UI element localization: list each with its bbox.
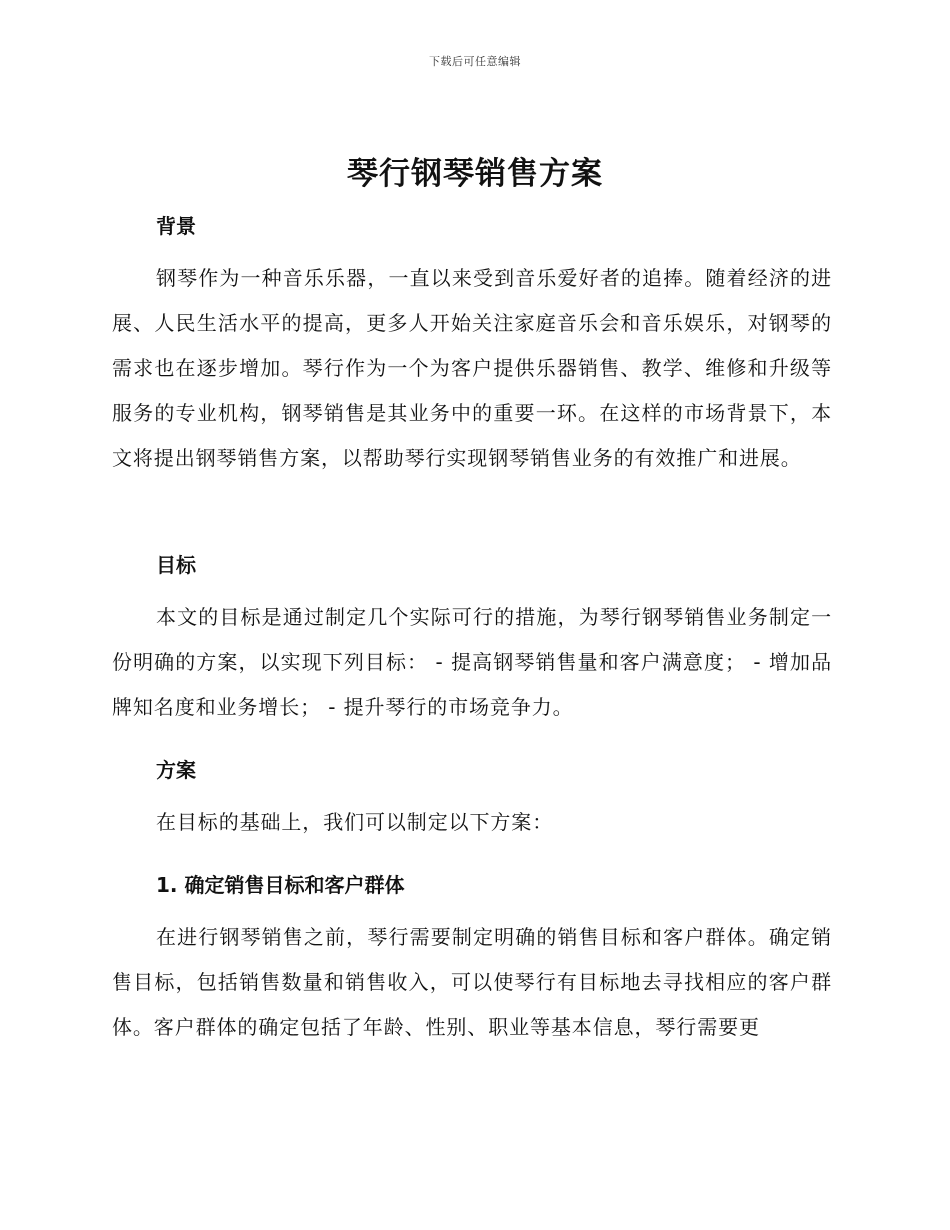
paragraph-plan-intro: 在目标的基础上，我们可以制定以下方案： — [156, 810, 554, 834]
subsection-heading-1: 1. 确定销售目标和客户群体 — [156, 873, 405, 897]
section-heading-background: 背景 — [156, 214, 196, 238]
section-heading-plan: 方案 — [156, 758, 196, 782]
paragraph-goal: 本文的目标是通过制定几个实际可行的措施，为琴行钢琴销售业务制定一份明确的方案，以实现下列目标： - 提高钢琴销售量和客户满意度； - 增加品牌知名度和业务增长； - 提升琴行的市场竞争力。 — [112, 605, 832, 719]
section-heading-goal: 目标 — [156, 553, 196, 577]
paragraph-plan-item1: 在进行钢琴销售之前，琴行需要制定明确的销售目标和客户群体。确定销售目标，包括销售数量和销售收入，可以使琴行有目标地去寻找相应的客户群体。客户群体的确定包括了年龄、性别、职业等基本信息，琴行需要更 — [112, 925, 832, 1039]
document-title: 琴行钢琴销售方案 — [347, 156, 603, 192]
paragraph-background: 钢琴作为一种音乐乐器，一直以来受到音乐爱好者的追捧。随着经济的进展、人民生活水平的提高，更多人开始关注家庭音乐会和音乐娱乐，对钢琴的需求也在逐步增加。琴行作为一个为客户提供乐器销售、教学、维修和升级等服务的专业机构，钢琴销售是其业务中的重要一环。在这样的市场背景下，本文将提出钢琴销售方案，以帮助琴行实现钢琴销售业务的有效推广和进展。 — [112, 266, 832, 470]
header-note: 下载后可任意编辑 — [429, 55, 521, 68]
